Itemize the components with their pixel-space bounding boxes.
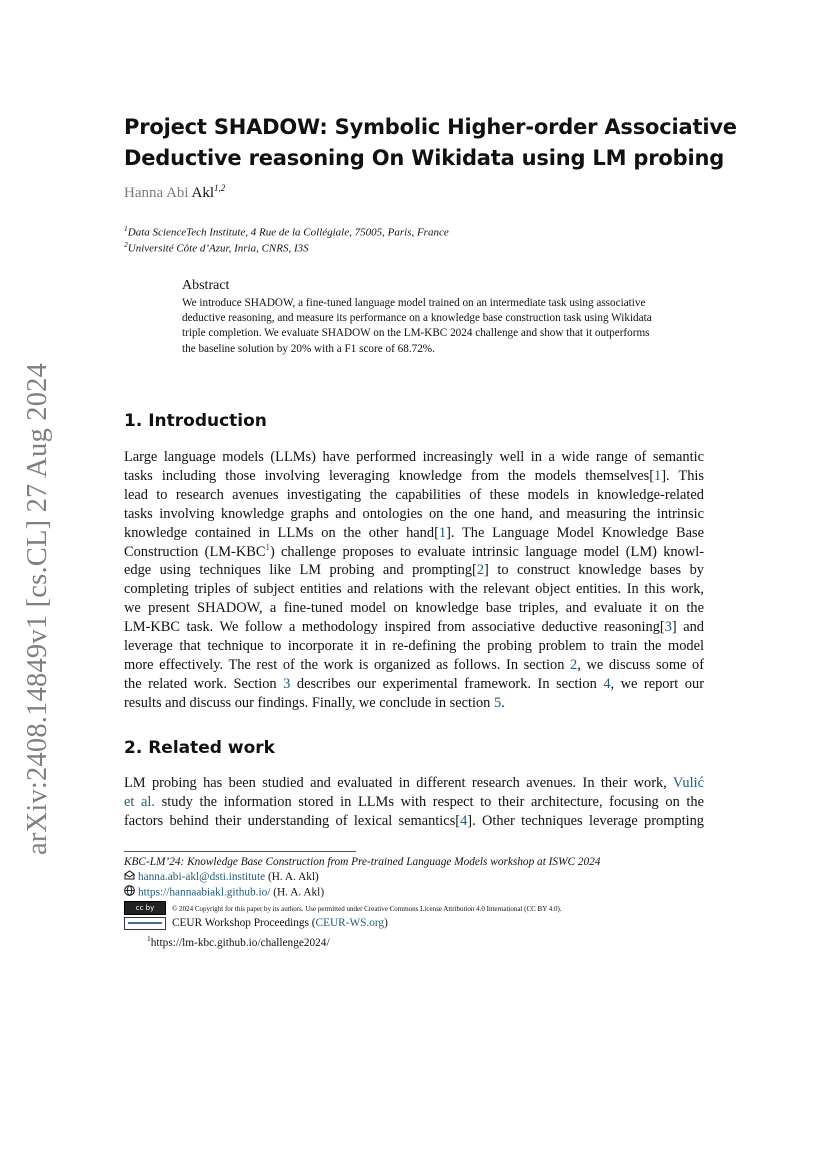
text-line: lead to research avenues investigating the capabilities of these models in knowledge-related bbox=[124, 486, 704, 503]
website-owner: (H. A. Akl) bbox=[270, 886, 325, 899]
section-link[interactable]: 5 bbox=[493, 694, 502, 711]
text-line: Large language models (LLMs) have performed increasingly well in a wide range of semantic bbox=[124, 449, 704, 465]
citation-link[interactable]: 1 bbox=[654, 467, 662, 484]
abstract-line: We introduce SHADOW, a fine-tuned language model trained on an intermediate task using associative bbox=[182, 297, 646, 309]
section-heading-related-work: 2. Related work bbox=[124, 738, 275, 758]
copyright-text: © 2024 Copyright for this paper by its authors. Use permitted under Creative Commons License Attribution 4.0 International (CC BY 4.0). bbox=[172, 905, 562, 913]
text-line: we present SHADOW, a fine-tuned model on knowledge base triples, and evaluate it on the bbox=[124, 600, 704, 617]
text-line: edge using techniques like LM probing and prompting[2] to construct knowledge bases by bbox=[124, 562, 704, 579]
globe-icon bbox=[124, 885, 135, 901]
abstract-line: triple completion. We evaluate SHADOW on the LM-KBC 2024 challenge and show that it outperforms bbox=[182, 327, 650, 340]
citation-link[interactable]: 1 bbox=[438, 524, 447, 541]
related-work-paragraph bbox=[124, 774, 704, 831]
footnote-1-url[interactable]: https://lm-kbc.github.io/challenge2024/ bbox=[150, 936, 330, 949]
title-line-1: Project SHADOW: Symbolic Higher-order Associative bbox=[124, 115, 737, 139]
affiliation-2-mark: 2 bbox=[124, 240, 128, 249]
affiliation-1-mark: 1 bbox=[124, 224, 128, 233]
abstract-line: the baseline solution by 20% with a F1 score of 68.72%. bbox=[182, 342, 435, 355]
text-line: the related work. Section 3 describes our experimental framework. In section 4, we report our bbox=[124, 675, 704, 692]
affiliation-2-text: Université Côte d’Azur, Inria, CNRS, I3S bbox=[127, 242, 309, 255]
section-link[interactable]: 4 bbox=[603, 675, 611, 692]
email-owner: (H. A. Akl) bbox=[265, 871, 319, 884]
introduction-paragraph bbox=[124, 448, 704, 713]
author-line bbox=[124, 183, 225, 202]
citation-link[interactable]: 2 bbox=[476, 562, 485, 579]
author-affiliation-marks: 1,2 bbox=[214, 183, 226, 193]
venue-footnote: KBC-LM’24: Knowledge Base Construction from Pre-trained Language Models workshop at ISWC 2024 bbox=[124, 856, 601, 868]
text-line: Construction (LM-KBC$^1$) challenge proposes to evaluate intrinsic language model (LM) knowl- bbox=[124, 541, 704, 560]
footnote-link[interactable]: 1 bbox=[265, 541, 270, 552]
text-line: LM probing has been studied and evaluated in different research avenues. In their work, Vulić bbox=[124, 775, 704, 791]
abstract-body bbox=[182, 296, 704, 357]
license-footnote bbox=[124, 901, 562, 917]
text-line: knowledge contained in LLMs on the other hand[1]. The Language Model Knowledge Base bbox=[124, 524, 704, 541]
author-family-name: Akl bbox=[191, 185, 215, 201]
text-line: leverage that technique to incorporate it in re-defining the probing problem to train the model bbox=[124, 638, 704, 655]
text-line: LM-KBC task. We follow a methodology inspired from associative deductive reasoning[3] and bbox=[124, 619, 704, 636]
arxiv-identifier: arXiv:2408.14849v1 [cs.CL] 27 Aug 2024 bbox=[22, 362, 53, 855]
section-link[interactable]: 3 bbox=[283, 675, 291, 692]
ceur-link[interactable]: CEUR-WS.org bbox=[315, 917, 385, 929]
section-heading-introduction: 1. Introduction bbox=[124, 411, 267, 431]
footnote-separator bbox=[124, 851, 356, 852]
text-line: completing triples of subject entities and relations with the relevant object entities. In this work, bbox=[124, 581, 704, 598]
ceur-footnote: CEUR Workshop Proceedings (CEUR-WS.org) bbox=[124, 916, 388, 931]
affiliation-2 bbox=[124, 237, 309, 257]
text-line: factors behind their understanding of lexical semantics[4]. Other techniques leverage prompting bbox=[124, 812, 705, 829]
section-link[interactable]: 2 bbox=[570, 656, 578, 673]
text-line: tasks involving knowledge graphs and ontologies on the one hand, and measuring the intrinsic bbox=[124, 505, 704, 522]
website-footnote bbox=[124, 885, 324, 901]
abstract-line: deductive reasoning, and measure its performance on a knowledge base construction task using Wikidata bbox=[182, 312, 652, 325]
paper-title bbox=[124, 112, 744, 174]
text-line: more effectively. The rest of the work is organized as follows. In section 2, we discuss some of bbox=[124, 656, 704, 673]
author-citation-link[interactable]: et al. bbox=[124, 793, 156, 810]
envelope-icon bbox=[124, 870, 135, 885]
website-link[interactable]: https://hannaabiakl.github.io/ bbox=[138, 886, 271, 899]
citation-link[interactable]: 4 bbox=[460, 812, 468, 829]
citation-link[interactable]: 3 bbox=[664, 619, 672, 636]
ceur-logo-icon bbox=[124, 917, 166, 930]
text-line: tasks including those involving leveraging knowledge from the models themselves[1]. This bbox=[124, 467, 704, 484]
abstract-heading: Abstract bbox=[182, 278, 230, 293]
title-line-2: Deductive reasoning On Wikidata using LM probing bbox=[124, 146, 725, 170]
text-line: results and discuss our findings. Finally, we conclude in section 5. bbox=[124, 694, 505, 711]
affiliation-1-text: Data ScienceTech Institute, 4 Rue de la Collégiale, 75005, Paris, France bbox=[127, 226, 449, 239]
email-link[interactable]: hanna.abi-akl@dsti.institute bbox=[138, 871, 266, 884]
author-given-name: Hanna Abi bbox=[124, 185, 189, 201]
footnote-1 bbox=[147, 931, 330, 951]
email-footnote bbox=[124, 870, 319, 885]
text-line: et al. study the information stored in LLMs with respect to their architecture, focusing on the bbox=[124, 793, 704, 810]
author-citation-link[interactable]: Vulić bbox=[672, 775, 704, 791]
cc-by-license-icon: cc by bbox=[124, 901, 166, 915]
footnote-1-mark: 1 bbox=[147, 934, 151, 943]
